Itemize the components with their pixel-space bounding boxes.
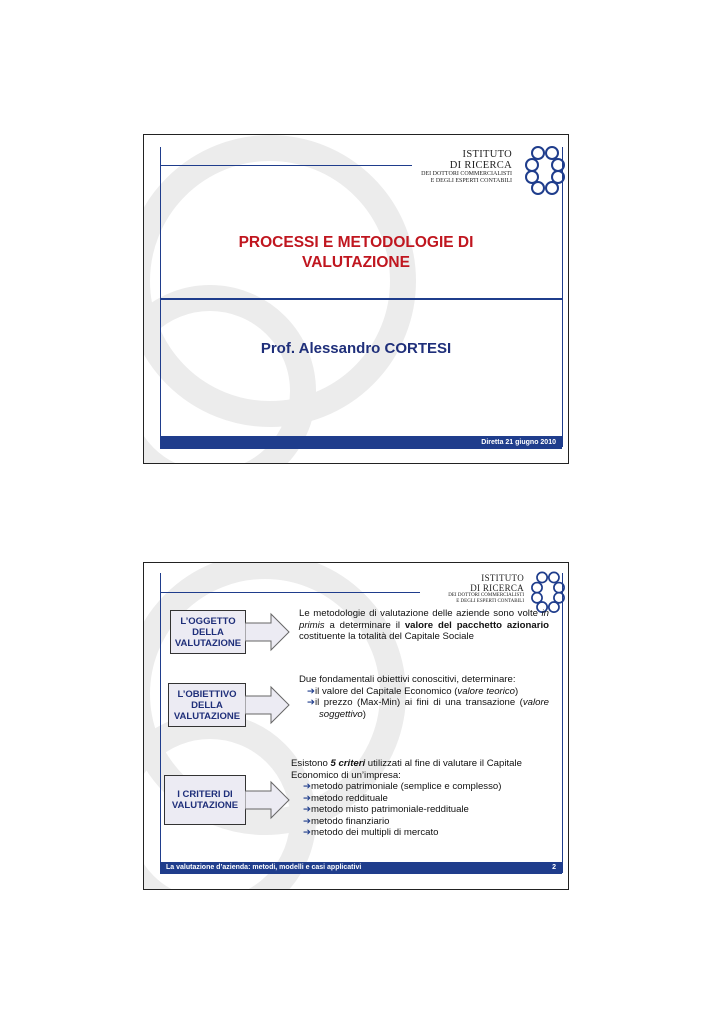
logo-line-2: DI RICERCA: [449, 160, 512, 171]
text-segment: Le metodologie di valutazione delle aziende sono volte: [299, 608, 542, 619]
text-segment-italic: in primis: [299, 608, 549, 631]
right-guide-line: [562, 573, 563, 873]
paragraph-obiettivo: [299, 674, 549, 720]
title-divider: [160, 298, 562, 300]
box-obiettivo: [168, 683, 246, 727]
text-segment-bold-italic: 5 criteri: [330, 758, 366, 769]
footer-date: Diretta 21 giugno 2010: [160, 436, 562, 449]
arrow-bullet-icon: ➔: [303, 827, 312, 838]
criteri-item: [291, 816, 561, 828]
paragraph-criteri: [291, 758, 561, 839]
institute-logo-text: [448, 574, 524, 605]
criteri-item-text: metodo finanziario: [311, 815, 390, 827]
criteri-item-text: metodo patrimoniale (semplice e complesso): [311, 781, 502, 792]
logo-line-1: ISTITUTO: [462, 149, 512, 160]
presentation-title: [144, 233, 568, 273]
text-segment: utilizzati al fine di valutare il Capitale Economico di un’impresa:: [291, 758, 522, 781]
text-segment: il valore del Capitale Economico (: [315, 685, 458, 697]
logo-line-4: E DEGLI ESPERTI CONTABILI: [430, 178, 512, 184]
text-segment-italic: valore soggettivo: [319, 697, 549, 720]
arrow-bullet-icon: ➔: [303, 815, 312, 827]
arrow-bullet-icon: ➔: [303, 781, 312, 792]
page-number: 2: [552, 864, 556, 871]
text-segment: costituente la totalità del Capitale Sociale: [299, 631, 474, 642]
title-line-2: VALUTAZIONE: [302, 254, 410, 271]
paragraph-oggetto: [299, 608, 549, 643]
box-obiettivo-line-3: VALUTAZIONE: [173, 710, 241, 722]
title-line-1: PROCESSI E METODOLOGIE DI: [238, 234, 474, 251]
criteri-item: [291, 793, 561, 805]
criteri-item-text: metodo reddituale: [311, 792, 388, 804]
obiettivo-item-2: [299, 697, 549, 720]
author-name: Prof. Alessandro CORTESI: [260, 340, 452, 357]
obiettivo-item-1: [299, 686, 549, 698]
criteri-item-text: metodo dei multipli di mercato: [311, 827, 439, 838]
slide-1: [143, 134, 569, 464]
text-segment: a determinare il: [324, 619, 405, 631]
criteri-item: [291, 827, 561, 839]
arrow-bullet-icon: ➔: [307, 697, 316, 708]
header-rule: [160, 592, 420, 593]
logo-line-3: DEI DOTTORI COMMERCIALISTI: [448, 593, 524, 598]
box-oggetto-line-2: DELLA: [192, 626, 224, 638]
text-segment: ): [362, 708, 366, 720]
left-guide-line: [160, 573, 161, 873]
logo-line-4: E DEGLI ESPERTI CONTABILI: [456, 599, 524, 604]
criteri-item: [291, 804, 561, 816]
text-segment: Esistono: [291, 758, 331, 769]
header-rule: [160, 165, 412, 166]
box-criteri: [164, 775, 246, 825]
text-segment-bold: valore del pacchetto azionario: [404, 619, 549, 631]
slide-2: [143, 562, 569, 890]
criteri-item: [291, 781, 561, 793]
box-oggetto: [170, 610, 246, 654]
logo-line-2: DI RICERCA: [470, 582, 524, 593]
logo-line-3: DEI DOTTORI COMMERCIALISTI: [421, 171, 512, 177]
left-guide-line: [160, 147, 161, 447]
footer-bar: [160, 862, 562, 874]
institute-logo-text: [421, 149, 512, 185]
box-oggetto-line-3: VALUTAZIONE: [174, 637, 242, 649]
institute-logo-icon: [524, 143, 566, 195]
box-oggetto-line-1: L’OGGETTO: [180, 615, 236, 627]
box-obiettivo-line-2: DELLA: [191, 699, 223, 711]
box-criteri-line-2: VALUTAZIONE: [171, 800, 239, 811]
arrow-bullet-icon: ➔: [303, 792, 312, 804]
arrow-right-icon: [245, 685, 291, 725]
arrow-bullet-icon: ➔: [307, 685, 316, 697]
arrow-right-icon: [245, 612, 291, 652]
text-segment: ): [515, 685, 519, 697]
institute-logo-icon: [530, 569, 566, 613]
box-criteri-line-1: I CRITERI DI: [177, 789, 233, 800]
obiettivo-intro: Due fondamentali obiettivi conoscitivi, determinare:: [299, 674, 516, 685]
box-obiettivo-line-1: L’OBIETTIVO: [177, 688, 237, 700]
text-segment-italic: valore teorico: [457, 685, 516, 697]
arrow-right-icon: [245, 780, 291, 820]
criteri-intro: [291, 758, 561, 781]
arrow-bullet-icon: ➔: [303, 804, 312, 815]
footer-title: La valutazione d’azienda: metodi, modelli e casi applicativi: [166, 864, 362, 871]
criteri-item-text: metodo misto patrimoniale-reddituale: [311, 804, 469, 815]
logo-line-1: ISTITUTO: [481, 573, 524, 583]
text-segment: il prezzo (Max-Min) ai fini di una transazione (: [315, 697, 523, 708]
